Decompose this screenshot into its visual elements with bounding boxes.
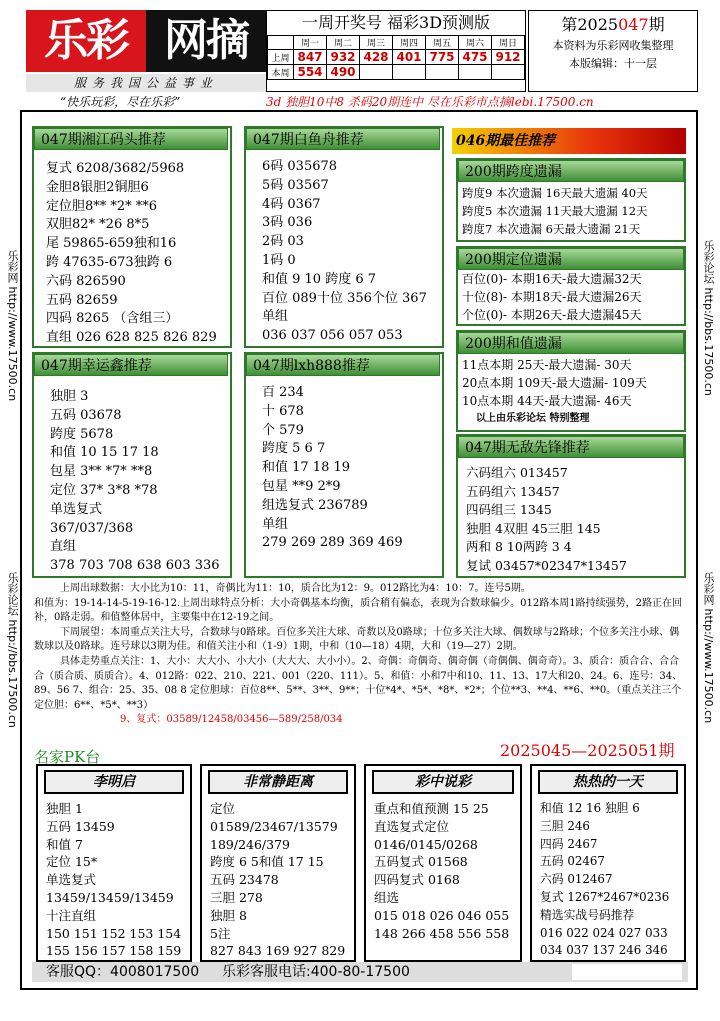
header [20,8,698,92]
number: 554 [294,65,327,80]
day: 周四 [393,36,426,50]
draw-title: 一周开奖号 福彩3D预测版 [301,13,491,32]
number: 401 [393,50,426,65]
service-phone: 乐彩客服电话:400-80-17500 [222,964,410,980]
span-lines: 跨度9 本次遗漏 16天最大遗漏 40天 跨度5 本次遗漏 11天最大遗漏 12天 跨度7 本次遗漏 6天最大遗漏 21天 [462,186,648,236]
box-title: 047期幸运鑫推荐 [34,354,228,376]
day: 周日 [492,36,525,50]
side-text-left-bottom: 乐彩论坛 http://bbs.17500.cn [6,572,19,728]
number: 428 [360,50,393,65]
row-label: 本周 [268,65,294,80]
logo-part-b: 网摘 [146,10,266,72]
expert-title: 非常静距离 [208,770,348,794]
box-xingyunxin-lines: 独胆 3 五码 03678 跨度 5678 和值 10 15 17 18 包星 3** *7* **8 定位 37* 3*8 *78 单选复式 367/037/368 直组 378 703 708 638 603 336 [50,389,220,574]
number: 932 [327,50,360,65]
box-title: 200期定位遗漏 [458,248,684,270]
box-title: 047期白鱼舟推荐 [246,128,440,150]
expert-lines: 和值 12 16 独胆 6 三胆 246 四码 2467 五码 02467 六码 012467 复式 1267*2467*0236 精选实战号码推荐 016 022 024 027 033 034 037 137 246 346 [540,801,670,958]
box-wudi-lines: 六码组六 013457 五码组六 13457 四码组三 1345 独胆 4双胆 45三胆 145 两和 8 10两跨 3 4 复试 03457*02347*13457 [466,465,627,573]
expert-title: 彩中说彩 [372,770,514,794]
draw-table [266,10,526,92]
logo [26,10,266,72]
service-qq: 客服QQ：4008017500 [46,964,200,980]
editor-note: 本版编辑：十一层 [569,57,657,70]
box-baiyuzhou-lines: 6码 035678 5码 03567 4码 0367 3码 036 2码 03 1码 0 和值 9 10 跨度 6 7 百位 089十位 356个位 367 单组 036 037 056 057 053 [262,159,427,344]
motto-bar [20,94,698,110]
draw-grid [267,35,525,80]
issue-box [528,10,698,92]
box-xiangjiang-lines: 复式 6208/3682/5968 金胆8银胆2铜胆6 定位胆8** *2* **6 双胆82* *26 8*5 尾 59865-659独和16 跨 47635-673独跨 6 六码 826590 五码 82659 四码 8265 （含组三） 直组 026 628 825 826 829 [46,161,217,346]
source-note: 本资料为乐彩网收集整理 [552,39,674,52]
box-lxh888-lines: 百 234 十 678 个 579 跨度 5 6 7 和值 17 18 19 包星 **9 2*9 组选复式 236789 单组 279 269 289 369 469 [262,385,403,551]
number [360,65,393,80]
sum-lines: 11点本期 25天-最大遗漏- 30天 20点本期 109天-最大遗漏- 109天 10点本期 44天-最大遗漏- 46天 以上由乐彩论坛 特别整理 [462,358,647,424]
side-text-right-bottom: 乐彩网 http://www.17500.cn [702,572,715,724]
number [492,65,525,80]
number: 475 [459,50,492,65]
day: 周一 [294,36,327,50]
box-title: 047期湘江码头推荐 [34,128,228,150]
slogan: 服务我国公益事业 [26,74,266,92]
number [459,65,492,80]
side-text-right-top: 乐彩论坛 http://bbs.17500.cn [702,240,715,396]
expert-lines: 重点和值预测 15 25 直选复式定位 0146/0145/0268 五码复式 01568 四码复式 0168 组选 015 018 026 046 055 148 266 458 556 558 [374,801,510,941]
expert-lines: 定位 01589/23467/13579 189/246/379 跨度 6 5和值 17 15 五码 23478 三胆 278 独胆 8 5注 827 843 169 927 829 [210,801,346,959]
number: 775 [426,50,459,65]
number: 847 [294,50,327,65]
row-label: 上周 [268,50,294,65]
expert-title: 李明启 [44,770,184,794]
analysis-text: 上周出球数据：大小比为10：11，奇偶比为11：10，质合比为12：9。012路比为4：10：7。连号5期。 和值为：19-14-14-5-19-16-12.上周出球特点分析：大小奇偶基本均衡，质合稍有偏态，表现为合数球偏少。012路本周1路持续强势，2路正在回补，0路走弱。和值整体居中，主要集中在12-19之间。 下周展望：本周重点关注大号，合数球与0路球。百位多关注大球、奇数以及0路球；十位多关注大球、偶数球与2路球；个位多关注小球、偶数球以及0路球。连号球以3期为佳。和值关注小和（1-9）1期，中和（10—18）4期，大和（19—27）2期。 具体走势重点关注：1、大小：大大小、小大小（大大大、大小小）。2、奇偶：奇偶奇、偶奇偶（奇偶偶、偶奇奇）。3、质合：质合合、合合合（质合质、质质合）。4、012路：022、210、221、001（220、111）。5、和值：小和7中和10、11、13、17大和20、24。6、连号：34、89、56 7、组合：25、35、08 8 定位胆球：百位8**、5**、3**、9**；十位*4*、*5*、*8*、*2*；个位**3、**4、**6、**0。（重点关注三个定位胆：6**、*5*、**3） 9、复式：03589/12458/03456—589/258/034 [34,583,683,726]
best-banner: 046期最佳推荐 [452,128,686,154]
position-lines: 百位(0)- 本期16天-最大遗漏32天 十位(8)- 本期18天-最大遗漏26天 个位(0)- 本期26天-最大遗漏45天 [462,272,642,322]
number: 912 [492,50,525,65]
expert-card-4 [530,764,686,962]
pk-label: 名家PK台 [34,748,101,766]
footer-bar [32,962,688,982]
number: 490 [327,65,360,80]
side-text-left-top: 乐彩网 http://www.17500.cn [6,250,19,402]
logo-part-a: 乐彩 [26,10,146,72]
box-title: 047期lxh888推荐 [246,354,440,376]
day: 周二 [327,36,360,50]
pk-range: 2025045—2025051期 [500,741,675,760]
number [426,65,459,80]
day: 周三 [360,36,393,50]
box-title: 047期无敌先锋推荐 [458,436,684,458]
expert-card-3 [364,764,522,962]
expert-card-2 [200,764,356,962]
day: 周六 [459,36,492,50]
expert-lines: 独胆 1 五码 13459 和值 7 定位 15* 单选复式 13459/13459/13459 十注直组 150 151 152 153 154 155 156 157 158 159 [46,801,182,959]
expert-title: 热热的一天 [538,770,678,794]
box-title: 200期跨度遗漏 [458,160,684,182]
number [393,65,426,80]
issue-number: 第2025047期 [561,15,665,34]
expert-card-1 [36,764,192,962]
box-title: 200期和值遗漏 [458,332,684,354]
motto-left: “快乐玩彩，尽在乐彩” [60,95,181,109]
motto-right: 3d 独胆10中8 杀码20期连中 尽在乐彩市点摘lebi.17500.cn [266,95,594,109]
footer-blank [572,964,682,980]
day: 周五 [426,36,459,50]
